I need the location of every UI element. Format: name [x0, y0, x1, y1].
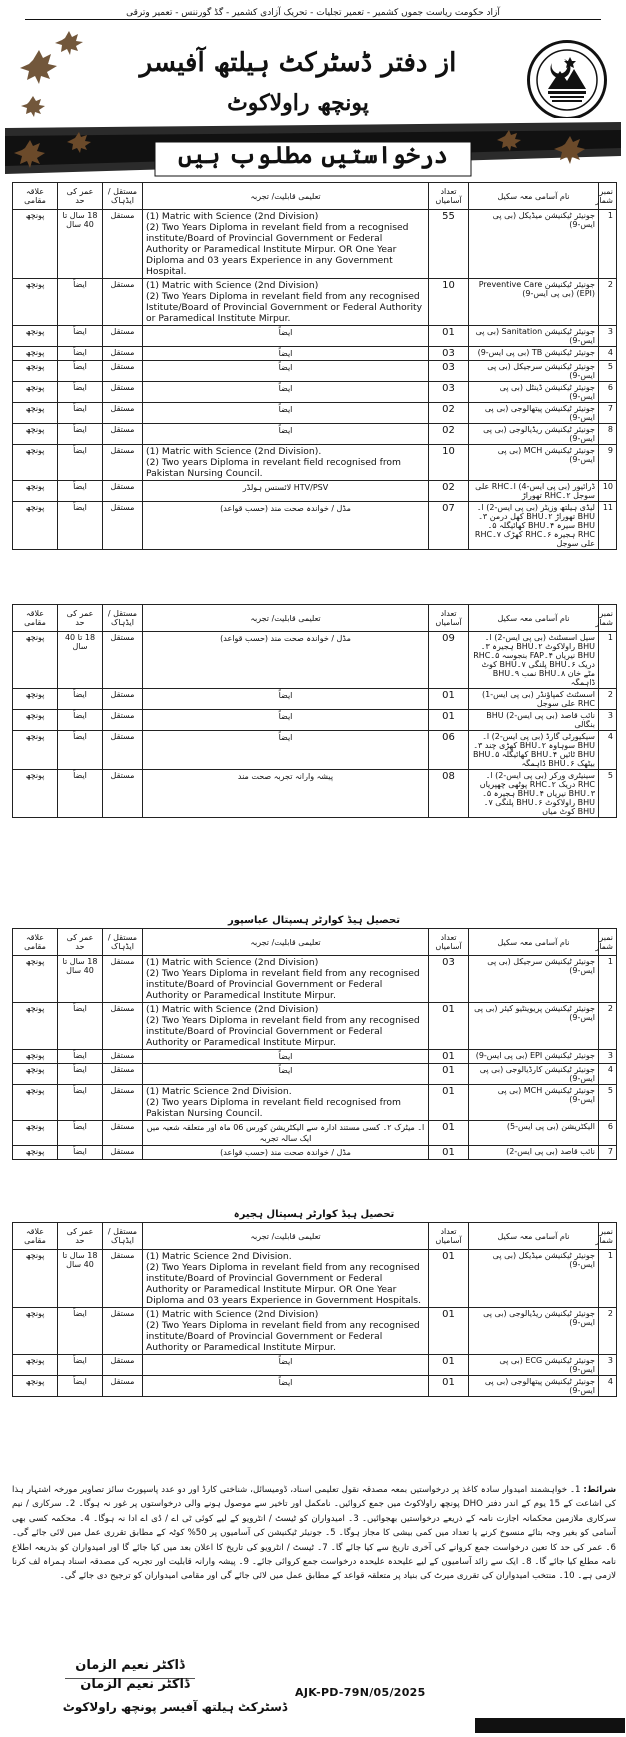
table-row [13, 445, 617, 481]
qualification: ا۔ میٹرک ۲۔ کسی مستند ادارہ سے الیکٹریشن کورس 06 ماہ اور متعلقہ شعبہ میں ایک سالہ تجربہ [143, 1121, 429, 1146]
domicile: پونچھ [13, 731, 58, 770]
domicile: پونچھ [13, 279, 58, 326]
col-domicile: علاقہ مقامی [13, 929, 58, 956]
col-count: تعداد آسامیاں [429, 929, 469, 956]
appointment-nature: مستقل [103, 382, 143, 403]
qualification: ایضاً [143, 326, 429, 347]
appointment-nature: مستقل [103, 1003, 143, 1050]
col-nature: مستقل / ایڈہاک [103, 1223, 143, 1250]
row-number: 6 [599, 1121, 617, 1146]
post-count: 01 [429, 326, 469, 347]
post-count: 01 [429, 1050, 469, 1064]
table-row [13, 770, 617, 818]
post-name: نائب قاصد (بی پی ایس-2) [469, 1146, 599, 1160]
domicile: پونچھ [13, 1050, 58, 1064]
qualification: (1) Matric with Science (2nd Division). (2) Two years Diploma in revelant field recognised from Pakistan Nursing Council. [143, 445, 429, 481]
row-number: 2 [599, 279, 617, 326]
domicile: پونچھ [13, 770, 58, 818]
domicile: پونچھ [13, 403, 58, 424]
banner [5, 118, 621, 182]
row-number: 2 [599, 689, 617, 710]
table-row [13, 1308, 617, 1355]
table-row [13, 1050, 617, 1064]
post-name: جونیئر ٹیکنیشن میڈیکل (بی پی ایس-9) [469, 1250, 599, 1308]
qualification: پیشہ وارانہ تجربہ صحت مند [143, 770, 429, 818]
col-qualification: تعلیمی قابلیت/ تجربہ [143, 1223, 429, 1250]
domicile: پونچھ [13, 326, 58, 347]
signatory-designation: ڈسٹرکٹ ہیلتھ آفیسر پونچھ راولاکوٹ [62, 1700, 288, 1714]
appointment-nature: مستقل [103, 1050, 143, 1064]
domicile: پونچھ [13, 1376, 58, 1397]
table-row [13, 502, 617, 550]
appointment-nature: مستقل [103, 731, 143, 770]
col-age: عمر کی حد [58, 929, 103, 956]
table-row [13, 1121, 617, 1146]
appointment-nature: مستقل [103, 210, 143, 279]
age-limit: ایضاً [58, 347, 103, 361]
qualification: (1) Matric with Science (2nd Division) (2) Two Years Diploma in revelant field from any recognised institute/Board of Provincial Government or Federal Authority or Paramedical Institute Mirpur. [143, 1308, 429, 1355]
row-number: 7 [599, 1146, 617, 1160]
col-domicile: علاقہ مقامی [13, 605, 58, 632]
post-count: 10 [429, 279, 469, 326]
age-limit: ایضاً [58, 502, 103, 550]
domicile: پونچھ [13, 1308, 58, 1355]
row-number: 3 [599, 326, 617, 347]
age-limit: ایضاً [58, 481, 103, 502]
post-count: 01 [429, 1376, 469, 1397]
post-count: 01 [429, 1146, 469, 1160]
qualification: (1) Matric with Science (2nd Division) (2) Two Years Diploma in revelant field from any recognised Istitute/Board of Provincial Government or Federal Authority or Paramedical Institute Mirpur. [143, 279, 429, 326]
qualification: ایضاً [143, 689, 429, 710]
table-row [13, 689, 617, 710]
vacancies-table-hajira [12, 1222, 617, 1397]
table-row [13, 347, 617, 361]
row-number: 3 [599, 710, 617, 731]
appointment-nature: مستقل [103, 481, 143, 502]
post-count: 09 [429, 632, 469, 689]
col-no: نمبر شمار [599, 183, 617, 210]
appointment-nature: مستقل [103, 1355, 143, 1376]
section-title-hajira: تحصیل ہیڈ کوارٹر ہسپتال ہجیرہ [233, 1209, 395, 1220]
post-count: 03 [429, 956, 469, 1003]
terms-and-conditions [12, 1483, 616, 1659]
signature-scribble: ڈاکٹر نعیم الزمان [65, 1658, 195, 1679]
post-count: 08 [429, 770, 469, 818]
appointment-nature: مستقل [103, 279, 143, 326]
appointment-nature: مستقل [103, 1308, 143, 1355]
post-name: جونیئر ٹیکنیشن سرجیکل (بی پی ایس-9) [469, 361, 599, 382]
reference-number: AJK-PD-79N/05/2025 [295, 1686, 426, 1699]
domicile: پونچھ [13, 710, 58, 731]
post-count: 02 [429, 481, 469, 502]
qualification: ایضاً [143, 403, 429, 424]
age-limit: 18 تا 40 سال [58, 632, 103, 689]
domicile: پونچھ [13, 445, 58, 481]
appointment-nature: مستقل [103, 424, 143, 445]
col-nature: مستقل / ایڈہاک [103, 605, 143, 632]
col-nature: مستقل / ایڈہاک [103, 929, 143, 956]
vacancies-table-abbaspur [12, 928, 617, 1160]
post-name: جونیئر ٹیکنیشن MCH (بی پی ایس-9) [469, 445, 599, 481]
post-name: جونیئر ٹیکنیشن پیتھالوجی (بی پی ایس-9) [469, 403, 599, 424]
domicile: پونچھ [13, 361, 58, 382]
qualification: ایضاً [143, 1050, 429, 1064]
post-name: جونیئر ٹیکنیشن سرجیکل (بی پی ایس-9) [469, 956, 599, 1003]
qualification: ایضاً [143, 1064, 429, 1085]
post-name: جونیئر ٹیکنیشن ریڈیالوجی (بی پی ایس-9) [469, 1308, 599, 1355]
post-name: جونیئر ٹیکنیشن میڈیکل (بی پی ایس-9) [469, 210, 599, 279]
col-count: تعداد آسامیاں [429, 183, 469, 210]
domicile: پونچھ [13, 347, 58, 361]
appointment-nature: مستقل [103, 502, 143, 550]
row-number: 3 [599, 1355, 617, 1376]
appointment-nature: مستقل [103, 445, 143, 481]
post-name: جونیئر ٹیکنیشن پریوینٹیو کیئر (بی پی ایس-9) [469, 1003, 599, 1050]
appointment-nature: مستقل [103, 347, 143, 361]
age-limit: ایضاً [58, 1146, 103, 1160]
top-tagline: آزاد حکومت ریاست جموں کشمیر - تعمیر تجلیات - تحریک آزادی کشمیر - گڈ گورننس - تعمیر وترقی [126, 8, 500, 18]
post-name: جونیئر ٹیکنیشن Sanitation (بی پی ایس-9) [469, 326, 599, 347]
row-number: 11 [599, 502, 617, 550]
table-row [13, 1355, 617, 1376]
qualification: (1) Matric Science 2nd Division. (2) Two years Diploma in revelant field recognised from Pakistan Nursing Council. [143, 1085, 429, 1121]
post-name: سیکیورٹی گارڈ (بی پی ایس-2) ا۔BHU سوہاوہ ۲۔BHU کھڑی چند ۳۔BHU ٹائیں ۴۔BHU کھائیگلہ ۵۔BHU بیٹھک ۶۔BHU ڈاہمگہ [469, 731, 599, 770]
qualification: (1) Matric with Science (2nd Division) (2) Two Years Diploma in revelant field from any recognised institute/Board of Provincial Government or Federal Authority or Paramedical Institute Mirpur. [143, 1003, 429, 1050]
appointment-nature: مستقل [103, 689, 143, 710]
age-limit: ایضاً [58, 1085, 103, 1121]
row-number: 10 [599, 481, 617, 502]
domicile: پونچھ [13, 382, 58, 403]
table-row [13, 279, 617, 326]
age-limit: ایضاً [58, 689, 103, 710]
col-count: تعداد آسامیاں [429, 1223, 469, 1250]
age-limit: 18 سال تا 40 سال [58, 1250, 103, 1308]
age-limit: ایضاً [58, 1050, 103, 1064]
government-seal-icon [527, 40, 607, 120]
qualification: ایضاً [143, 361, 429, 382]
qualification: مڈل / خواندہ صحت مند (حسب قواعد) [143, 1146, 429, 1160]
post-count: 55 [429, 210, 469, 279]
post-name: جونیئر ٹیکنیشن Preventive Care (EPI) (بی پی ایس-9) [469, 279, 599, 326]
appointment-nature: مستقل [103, 1085, 143, 1121]
age-limit: ایضاً [58, 1121, 103, 1146]
table-row [13, 361, 617, 382]
row-number: 4 [599, 1376, 617, 1397]
table-header-row [13, 1223, 617, 1250]
col-nature: مستقل / ایڈہاک [103, 183, 143, 210]
advertisement-page [5, 6, 621, 1733]
table-row [13, 210, 617, 279]
qualification: ایضاً [143, 731, 429, 770]
table-row [13, 1003, 617, 1050]
post-count: 01 [429, 1085, 469, 1121]
post-name: ڈرائیور (بی پی ایس-4) ا۔RHC علی سوجل ۲۔RHC تھوراڑ [469, 481, 599, 502]
domicile: پونچھ [13, 1085, 58, 1121]
row-number: 6 [599, 382, 617, 403]
post-count: 01 [429, 1308, 469, 1355]
appointment-nature: مستقل [103, 403, 143, 424]
age-limit: ایضاً [58, 1308, 103, 1355]
appointment-nature: مستقل [103, 361, 143, 382]
table-row [13, 1376, 617, 1397]
col-domicile: علاقہ مقامی [13, 183, 58, 210]
domicile: پونچھ [13, 956, 58, 1003]
post-name: جونیئر ٹیکنیشن EPI (بی پی ایس-9) [469, 1050, 599, 1064]
table-row [13, 731, 617, 770]
post-name: لیڈی ہیلتھ وزیٹر (بی پی ایس-2) ا۔BHU تھوراڑ ۲۔BHU کھل درمن ۳۔BHU سیرہ ۴۔BHU کھائیگلہ ۵۔RHC ہجیرہ ۶۔RHC کھڑک ۷۔RHC علی سوجل [469, 502, 599, 550]
col-qualification: تعلیمی قابلیت/ تجربہ [143, 183, 429, 210]
col-age: عمر کی حد [58, 183, 103, 210]
appointment-nature: مستقل [103, 770, 143, 818]
row-number: 2 [599, 1308, 617, 1355]
post-count: 07 [429, 502, 469, 550]
post-count: 03 [429, 382, 469, 403]
qualification: ایضاً [143, 347, 429, 361]
post-name: جونیئر ٹیکنیشن MCH (بی پی ایس-9) [469, 1085, 599, 1121]
age-limit: ایضاً [58, 1064, 103, 1085]
section-title-abbaspur: تحصیل ہیڈ کوارٹر ہسپتال عباسپور [228, 915, 400, 926]
post-name: اسسٹنٹ کمپاؤنڈر (بی پی ایس-1) RHC علی سوجل [469, 689, 599, 710]
qualification: ایضاً [143, 1355, 429, 1376]
col-qualification: تعلیمی قابلیت/ تجربہ [143, 605, 429, 632]
col-qualification: تعلیمی قابلیت/ تجربہ [143, 929, 429, 956]
table-row [13, 403, 617, 424]
table-header-row [13, 605, 617, 632]
table-row [13, 710, 617, 731]
post-count: 01 [429, 1003, 469, 1050]
row-number: 1 [599, 632, 617, 689]
qualification: HTV/PSV لائسنس ہولڈر [143, 481, 429, 502]
qualification: (1) Matric with Science (2nd Division) (2) Two Years Diploma in revelant field from any recognised institute/Board of Provincial Government or Federal Authority or Paramedical Institute Mirpur. [143, 956, 429, 1003]
table-row [13, 481, 617, 502]
post-name: سیل اسسٹنٹ (بی پی ایس-2) ا۔BHU راولاکوٹ ۲۔BHU ہجیرہ ۳۔BHU نیریاں ۴۔FAP بنجوسہ ۵۔RHC دریک ۶۔BHU پلنگی ۷۔BHU کوٹ مٹے خان ۸۔BHU نمب ۹۔BHU ڈاہمگہ [469, 632, 599, 689]
col-post: نام آسامی معہ سکیل [469, 183, 599, 210]
qualification: ایضاً [143, 382, 429, 403]
age-limit: ایضاً [58, 731, 103, 770]
age-limit: ایضاً [58, 361, 103, 382]
age-limit: 18 سال تا 40 سال [58, 210, 103, 279]
appointment-nature: مستقل [103, 1121, 143, 1146]
post-count: 01 [429, 1250, 469, 1308]
conditions-label: شرائط: [583, 1485, 616, 1495]
qualification: مڈل / خواندہ صحت مند (حسب قواعد) [143, 632, 429, 689]
footer-bar [475, 1718, 625, 1733]
office-title: از دفتر ڈسٹرکٹ ہیلتھ آفیسر [139, 48, 457, 78]
qualification: (1) Matric with Science (2nd Division) (2) Two Years Diploma in revelant field from a recognised institute/Board of Provincial Government or Federal Authority or Paramedical Institute Mirpur. OR One Year Diploma and 03 years Experience in any Government Hospital. [143, 210, 429, 279]
header [5, 20, 621, 120]
vacancies-heading: درخواستیں مطلوب ہیں [178, 140, 448, 169]
age-limit: ایضاً [58, 1376, 103, 1397]
post-count: 03 [429, 347, 469, 361]
age-limit: ایضاً [58, 710, 103, 731]
office-location: پونچھ راولاکوٹ [227, 90, 369, 116]
col-age: عمر کی حد [58, 605, 103, 632]
appointment-nature: مستقل [103, 956, 143, 1003]
conditions-text: 1۔ خواہشمند امیدوار سادہ کاغذ پر درخواستیں بمعہ مصدقہ نقول تعلیمی اسناد، ڈومیسائل، شناختی کارڈ اور دو عدد پاسپورٹ سائز تصاویر مورخہ اشتہار ہذا کی اشاعت کے 15 یوم کے اندر دفتر DHO پونچھ راولاکوٹ میں جمع کروائیں۔ نامکمل اور تاخیر سے موصول ہونے والی درخواستوں پر غور نہ ہوگا۔ 2۔ سرکاری / نیم سرکاری ملازمین محکمانہ اجازت نامہ کے ذریعے درخواستیں بھجوائیں۔ 3۔ امیدواران کو ٹیسٹ / انٹرویو کے لیے کوئی ٹی اے / ڈی اے ادا نہ ہوگا۔ 4۔ محکمہ کسی بھی آسامی کو بغیر وجہ بتائے منسوخ کرنے یا تعداد میں کمی بیشی کا مجاز ہوگا۔ 5۔ جونیئر ٹیکنیشن کی آسامیوں پر 50% کوٹہ کے مطابق تقرری عمل میں لائی جائے گی۔ 6۔ عمر کی حد کا تعین درخواست جمع کروانے کی آخری تاریخ سے کیا جائے گا۔ 7۔ ٹیسٹ / انٹرویو کی تاریخ کا اعلان بعد میں کیا جائے گا اور امیدواران کو بذریعہ اطلاع نامہ مطلع کیا جائے گا۔ 8۔ ایک سے زائد آسامیوں کے لیے علیحدہ علیحدہ درخواست جمع کروائی جائے۔ 9۔ پیشہ وارانہ قابلیت اور تجربہ کی مصدقہ اسناد ہمراہ لف کرنا لازمی ہے۔ 10۔ منتخب امیدواران کی تقرری میرٹ کی بنیاد پر متعلقہ قواعد کے مطابق عمل میں لائی جائے گی اور مقامی امیدواران کو ترجیح دی جائے گی۔ [12, 1485, 616, 1582]
vacancies-table-1 [12, 182, 617, 550]
post-count: 01 [429, 710, 469, 731]
table-header-row [13, 183, 617, 210]
age-limit: ایضاً [58, 445, 103, 481]
post-name: جونیئر ٹیکنیشن TB (بی پی ایس-9) [469, 347, 599, 361]
appointment-nature: مستقل [103, 1146, 143, 1160]
post-name: جونیئر ٹیکنیشن ریڈیالوجی (بی پی ایس-9) [469, 424, 599, 445]
post-count: 10 [429, 445, 469, 481]
age-limit: ایضاً [58, 279, 103, 326]
post-name: جونیئر ٹیکنیشن کارڈیالوجی (بی پی ایس-9) [469, 1064, 599, 1085]
row-number: 8 [599, 424, 617, 445]
qualification: (1) Matric Science 2nd Division. (2) Two Years Diploma in revelant field from any recognised institute/Board of Provincial Government or Federal Authority or Paramedical Institute Mirpur. OR One Year Diploma and 03 years Experience in Government Hospitals. [143, 1250, 429, 1308]
post-name: جونیئر ٹیکنیشن ڈینٹل (بی پی ایس-9) [469, 382, 599, 403]
age-limit: ایضاً [58, 424, 103, 445]
qualification: ایضاً [143, 1376, 429, 1397]
table-row [13, 1085, 617, 1121]
row-number: 1 [599, 1250, 617, 1308]
qualification: ایضاً [143, 710, 429, 731]
signatory-name: ڈاکٹر نعیم الزمان [80, 1677, 190, 1692]
row-number: 5 [599, 770, 617, 818]
domicile: پونچھ [13, 1146, 58, 1160]
domicile: پونچھ [13, 1250, 58, 1308]
post-name: جونیئر ٹیکنیشن پیتھالوجی (بی پی ایس-9) [469, 1376, 599, 1397]
col-post: نام آسامی معہ سکیل [469, 1223, 599, 1250]
row-number: 4 [599, 347, 617, 361]
table-row [13, 382, 617, 403]
post-count: 01 [429, 1121, 469, 1146]
age-limit: ایضاً [58, 403, 103, 424]
col-age: عمر کی حد [58, 1223, 103, 1250]
post-name: سینیٹری ورکر (بی پی ایس-2) ا۔RHC دریک ۲۔RHC پوٹھی چھپریاں ۳۔BHU نیریاں ۴۔BHU ہجیرہ ۵۔BHU راولاکوٹ ۶۔BHU پلنگی ۷۔BHU کوٹ میاں [469, 770, 599, 818]
post-count: 02 [429, 424, 469, 445]
post-name: نائب قاصد (بی پی ایس-2) BHU بنگالی [469, 710, 599, 731]
domicile: پونچھ [13, 502, 58, 550]
col-post: نام آسامی معہ سکیل [469, 605, 599, 632]
row-number: 2 [599, 1003, 617, 1050]
col-domicile: علاقہ مقامی [13, 1223, 58, 1250]
post-count: 02 [429, 403, 469, 424]
domicile: پونچھ [13, 1121, 58, 1146]
row-number: 7 [599, 403, 617, 424]
col-no: نمبر شمار [599, 1223, 617, 1250]
row-number: 4 [599, 1064, 617, 1085]
post-count: 01 [429, 689, 469, 710]
table-row [13, 1250, 617, 1308]
age-limit: ایضاً [58, 382, 103, 403]
table-row [13, 326, 617, 347]
domicile: پونچھ [13, 1003, 58, 1050]
appointment-nature: مستقل [103, 326, 143, 347]
age-limit: ایضاً [58, 326, 103, 347]
appointment-nature: مستقل [103, 632, 143, 689]
col-no: نمبر شمار [599, 605, 617, 632]
age-limit: ایضاً [58, 1355, 103, 1376]
row-number: 5 [599, 361, 617, 382]
row-number: 5 [599, 1085, 617, 1121]
table-row [13, 956, 617, 1003]
domicile: پونچھ [13, 1355, 58, 1376]
vacancies-table-2 [12, 604, 617, 818]
table-row [13, 424, 617, 445]
appointment-nature: مستقل [103, 1376, 143, 1397]
qualification: مڈل / خواندہ صحت مند (حسب قواعد) [143, 502, 429, 550]
row-number: 1 [599, 210, 617, 279]
post-name: الیکٹریشن (بی پی ایس-5) [469, 1121, 599, 1146]
col-post: نام آسامی معہ سکیل [469, 929, 599, 956]
domicile: پونچھ [13, 632, 58, 689]
post-count: 01 [429, 1355, 469, 1376]
domicile: پونچھ [13, 689, 58, 710]
age-limit: ایضاً [58, 770, 103, 818]
post-count: 01 [429, 1064, 469, 1085]
row-number: 9 [599, 445, 617, 481]
age-limit: ایضاً [58, 1003, 103, 1050]
row-number: 3 [599, 1050, 617, 1064]
col-no: نمبر شمار [599, 929, 617, 956]
row-number: 4 [599, 731, 617, 770]
domicile: پونچھ [13, 481, 58, 502]
domicile: پونچھ [13, 424, 58, 445]
col-count: تعداد آسامیاں [429, 605, 469, 632]
table-row [13, 1064, 617, 1085]
table-row [13, 632, 617, 689]
appointment-nature: مستقل [103, 710, 143, 731]
row-number: 1 [599, 956, 617, 1003]
table-header-row [13, 929, 617, 956]
post-name: جونیئر ٹیکنیشن ECG (بی پی ایس-9) [469, 1355, 599, 1376]
age-limit: 18 سال تا 40 سال [58, 956, 103, 1003]
appointment-nature: مستقل [103, 1064, 143, 1085]
domicile: پونچھ [13, 1064, 58, 1085]
domicile: پونچھ [13, 210, 58, 279]
post-count: 03 [429, 361, 469, 382]
table-row [13, 1146, 617, 1160]
qualification: ایضاً [143, 424, 429, 445]
post-count: 06 [429, 731, 469, 770]
appointment-nature: مستقل [103, 1250, 143, 1308]
